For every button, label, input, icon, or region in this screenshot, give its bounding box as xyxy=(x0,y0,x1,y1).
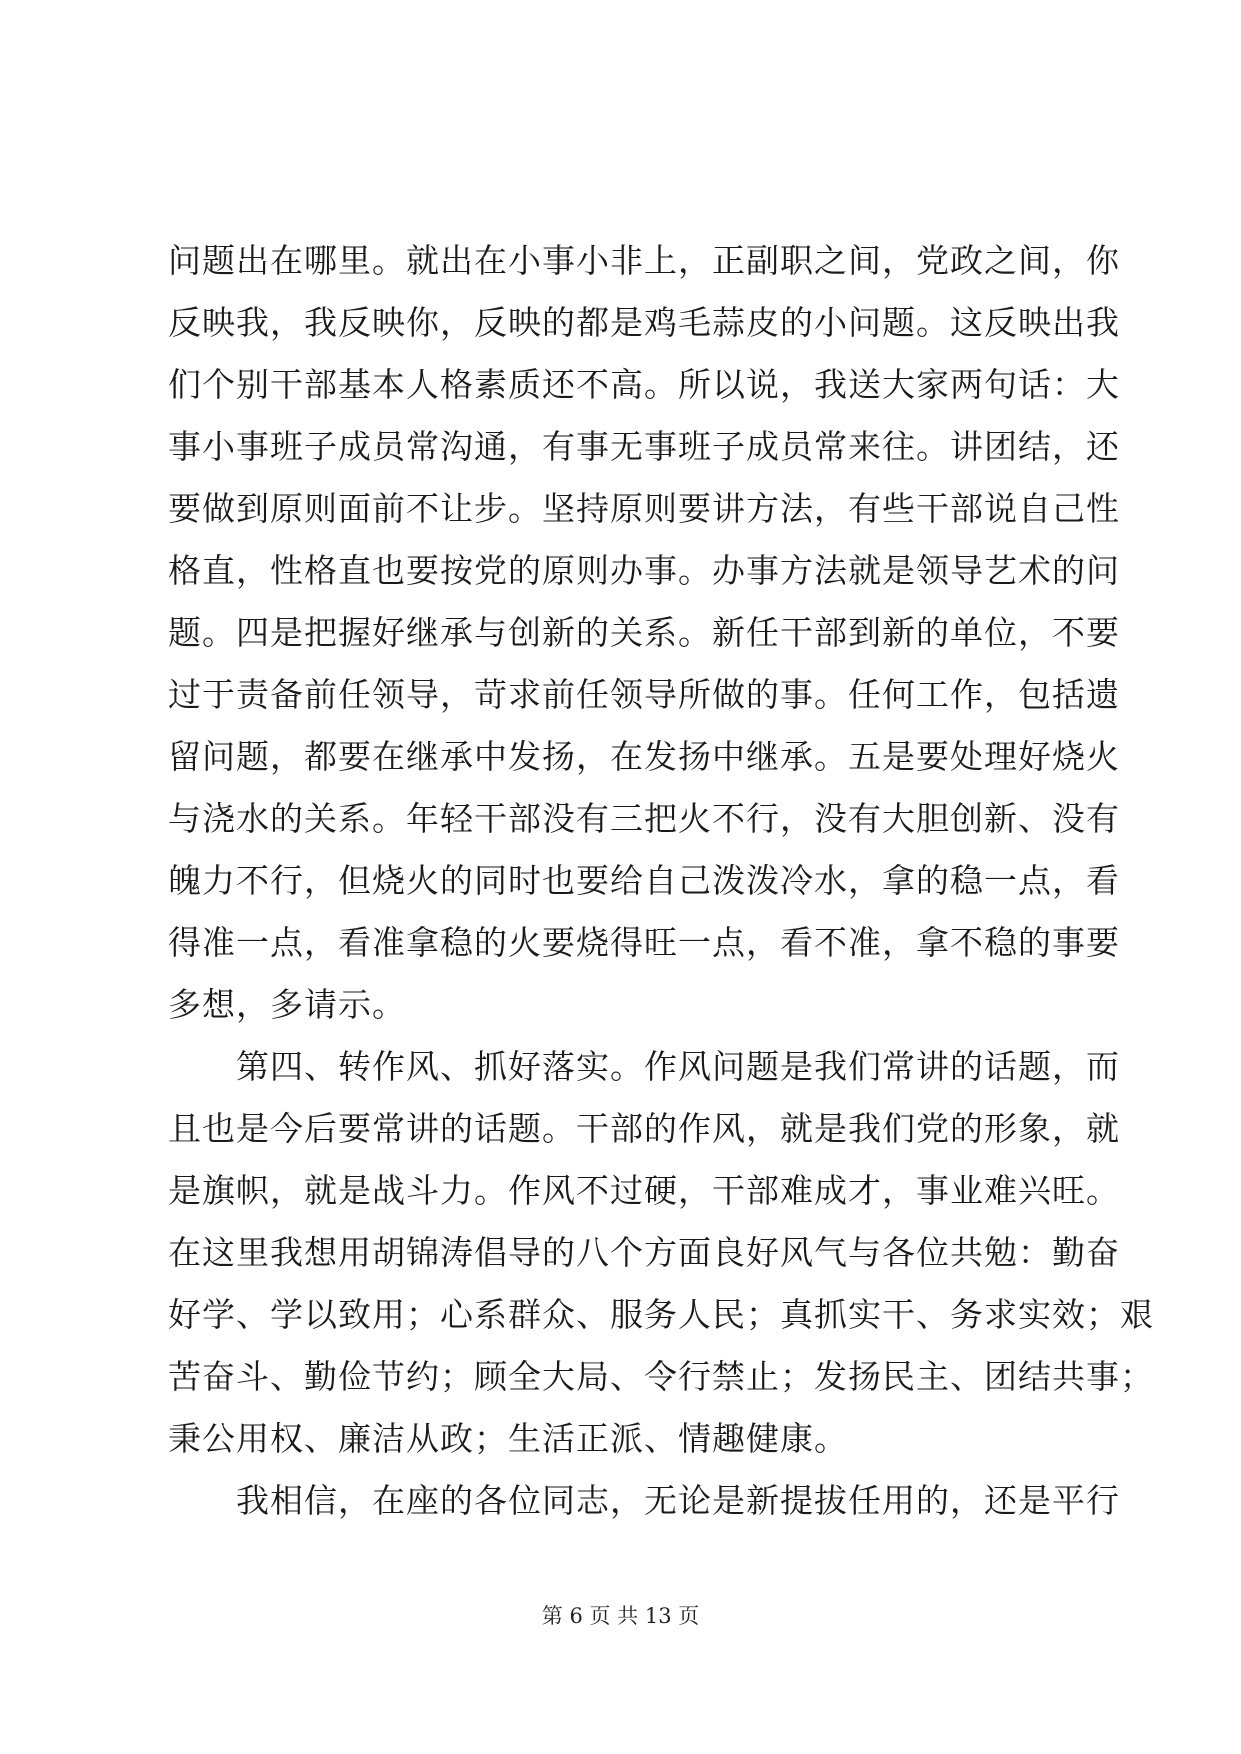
text-line: 们个别干部基本人格素质还不高。所以说，我送大家两句话：大 xyxy=(168,365,1120,404)
text-line: 苦奋斗、勤俭节约；顾全大局、令行禁止；发扬民主、团结共事； xyxy=(168,1357,1154,1396)
text-line: 反映我，我反映你，反映的都是鸡毛蒜皮的小问题。这反映出我 xyxy=(168,303,1120,342)
text-line: 得准一点，看准拿稳的火要烧得旺一点，看不准，拿不稳的事要 xyxy=(168,923,1120,962)
text-line: 且也是今后要常讲的话题。干部的作风，就是我们党的形象，就 xyxy=(168,1109,1120,1148)
text-line: 过于责备前任领导，苛求前任领导所做的事。任何工作，包括遗 xyxy=(168,675,1120,714)
text-line: 多想，多请示。 xyxy=(168,985,406,1024)
body-text xyxy=(168,230,1154,1532)
text-line: 题。四是把握好继承与创新的关系。新任干部到新的单位，不要 xyxy=(168,613,1120,652)
text-line: 格直，性格直也要按党的原则办事。办事方法就是领导艺术的问 xyxy=(168,551,1120,590)
text-line: 魄力不行，但烧火的同时也要给自己泼泼冷水，拿的稳一点，看 xyxy=(168,861,1120,900)
text-line: 我相信，在座的各位同志，无论是新提拔任用的，还是平行 xyxy=(168,1481,1120,1520)
text-line: 好学、学以致用；心系群众、服务人民；真抓实干、务求实效；艰 xyxy=(168,1295,1154,1334)
text-line: 事小事班子成员常沟通，有事无事班子成员常来往。讲团结，还 xyxy=(168,427,1120,466)
text-line: 是旗帜，就是战斗力。作风不过硬，干部难成才，事业难兴旺。 xyxy=(168,1171,1120,1210)
text-line: 与浇水的关系。年轻干部没有三把火不行，没有大胆创新、没有 xyxy=(168,799,1120,838)
page-number-footer: 第 6 页 共 13 页 xyxy=(541,1604,700,1628)
text-line: 留问题，都要在继承中发扬，在发扬中继承。五是要处理好烧火 xyxy=(168,737,1120,776)
text-line: 秉公用权、廉洁从政；生活正派、情趣健康。 xyxy=(168,1419,848,1458)
text-line: 要做到原则面前不让步。坚持原则要讲方法，有些干部说自己性 xyxy=(168,489,1120,528)
text-line: 第四、转作风、抓好落实。作风问题是我们常讲的话题，而 xyxy=(168,1047,1120,1086)
text-line: 问题出在哪里。就出在小事小非上，正副职之间，党政之间，你 xyxy=(168,241,1120,280)
text-line: 在这里我想用胡锦涛倡导的八个方面良好风气与各位共勉：勤奋 xyxy=(168,1233,1120,1272)
